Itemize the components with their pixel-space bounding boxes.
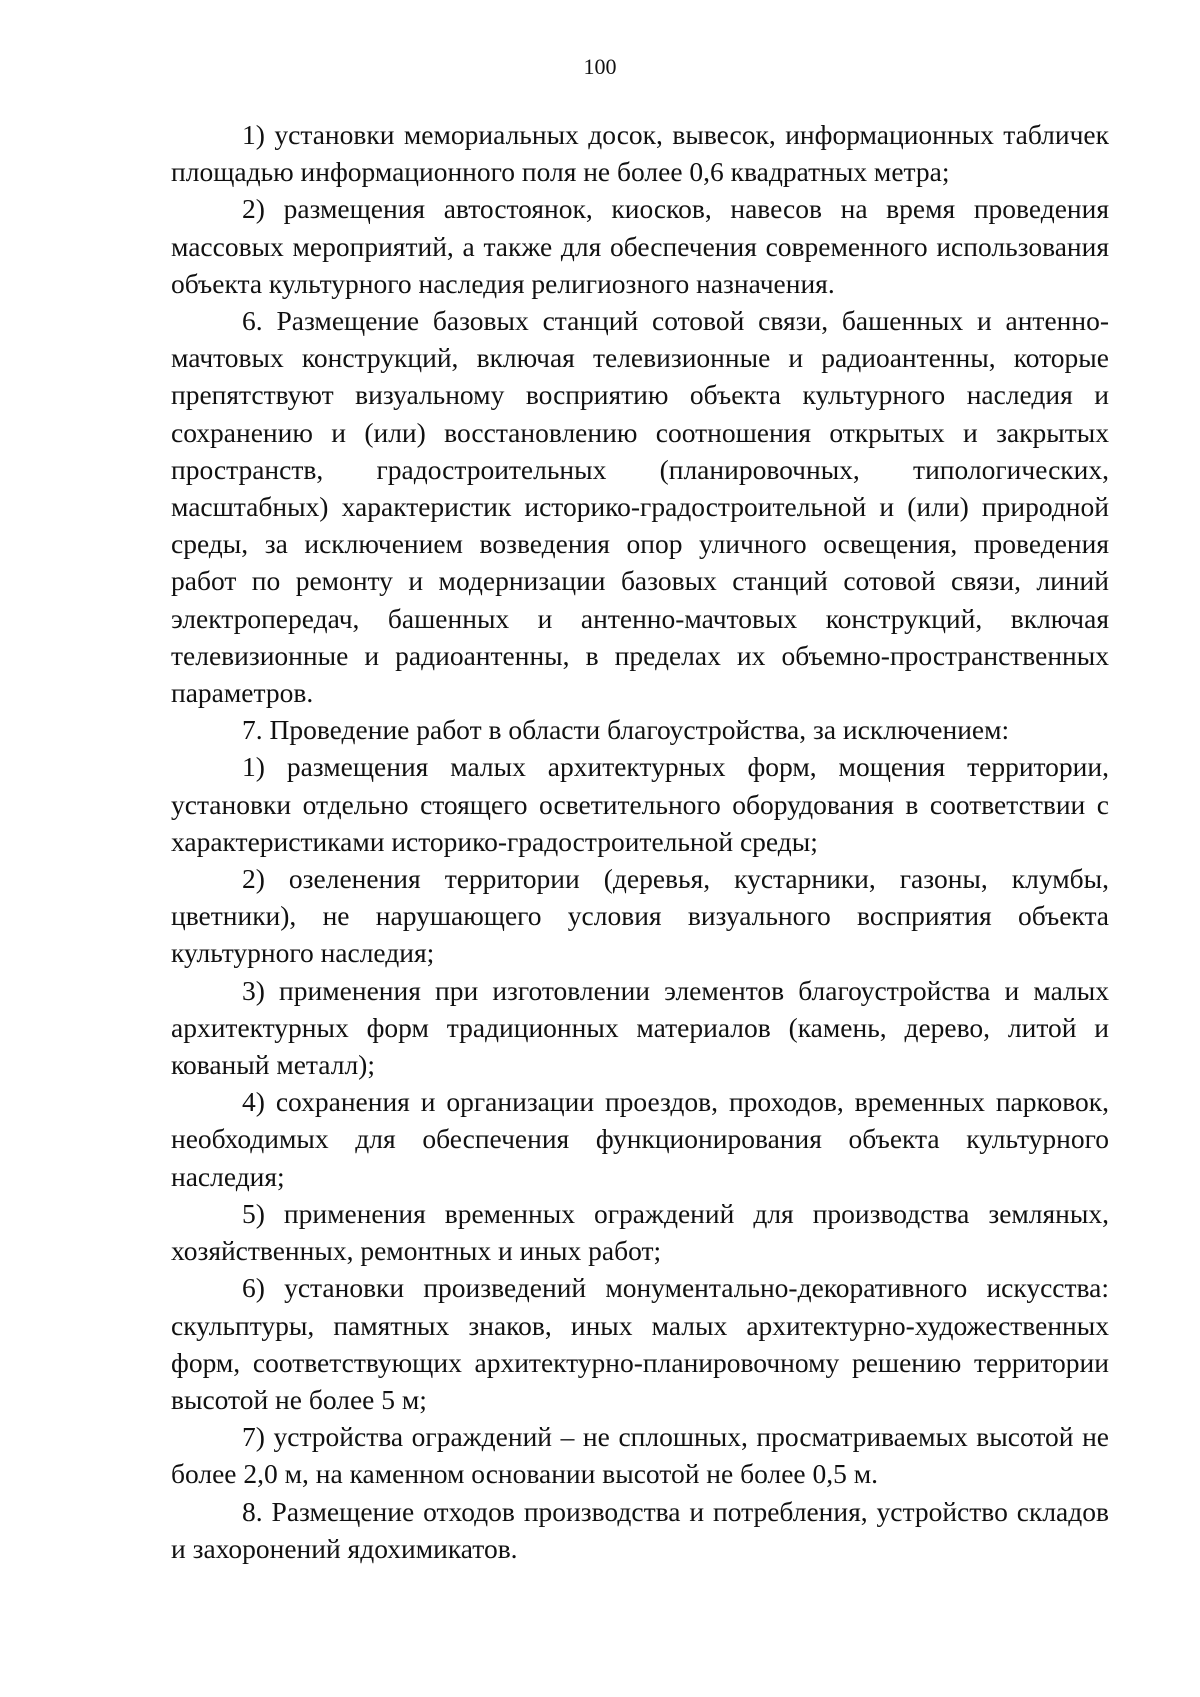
- list-item-parking-kiosks: 2) размещения автостоянок, киосков, навесов на время проведения массовых мероприятий, а также для обеспечения современного использования объекта культурного наследия религиозного назначения.: [171, 193, 1109, 299]
- list-item-memorial-plaques: 1) установки мемориальных досок, вывесок, информационных табличек площадью информационного поля не более 0,6 квадратных метра;: [171, 119, 1109, 188]
- clause-8-waste: 8. Размещение отходов производства и потребления, устройство складов и захоронений ядохимикатов.: [171, 1495, 1109, 1564]
- list-item-fences: 7) устройства ограждений – не сплошных, просматриваемых высотой не более 2,0 м, на каменном основании высотой не более 0,5 м.: [171, 1421, 1109, 1490]
- list-item-driveways: 4) сохранения и организации проездов, проходов, временных парковок, необходимых для обеспечения функционирования объекта культурного наследия;: [171, 1086, 1109, 1192]
- page-number: 100: [583, 54, 617, 79]
- list-item-small-forms: 1) размещения малых архитектурных форм, мощения территории, установки отдельно стоящего осветительного оборудования в соответствии с характеристиками историко-градостроительной среды;: [171, 751, 1109, 857]
- list-item-materials: 3) применения при изготовлении элементов благоустройства и малых архитектурных форм традиционных материалов (камень, дерево, литой и кованый металл);: [171, 974, 1109, 1081]
- list-item-greening: 2) озеленения территории (деревья, кустарники, газоны, клумбы, цветники), не нарушающего условия визуального восприятия объекта культурного наследия;: [171, 863, 1109, 969]
- list-item-monuments: 6) установки произведений монументально-декоративного искусства: скульптуры, памятных знаков, иных малых архитектурно-художественных форм, соответствующих архитектурно-планировочному решению территории высотой не более 5 м;: [171, 1272, 1109, 1415]
- clause-6-base-stations: 6. Размещение базовых станций сотовой связи, башенных и антенно-мачтовых конструкций, включая телевизионные и радиоантенны, которые препятствуют визуальному восприятию объекта культурного наследия и сохранению и (или) восстановлению соотношения открытых и закрытых пространств, градостроительных (планировочных, типологических, масштабных) характеристик историко-градостроительной и (или) природной среды, за исключением возведения опор уличного освещения, проведения работ по ремонту и модернизации базовых станций сотовой связи, линий электропередач, башенных и антенно-мачтовых конструкций, включая телевизионные и радиоантенны, в пределах их объемно-пространственных параметров.: [171, 305, 1109, 709]
- document-body: [171, 116, 1109, 1567]
- list-item-temporary-fences: 5) применения временных ограждений для производства земляных, хозяйственных, ремонтных и иных работ;: [171, 1197, 1109, 1267]
- clause-7-landscaping: 7. Проведение работ в области благоустройства, за исключением:: [242, 714, 1010, 746]
